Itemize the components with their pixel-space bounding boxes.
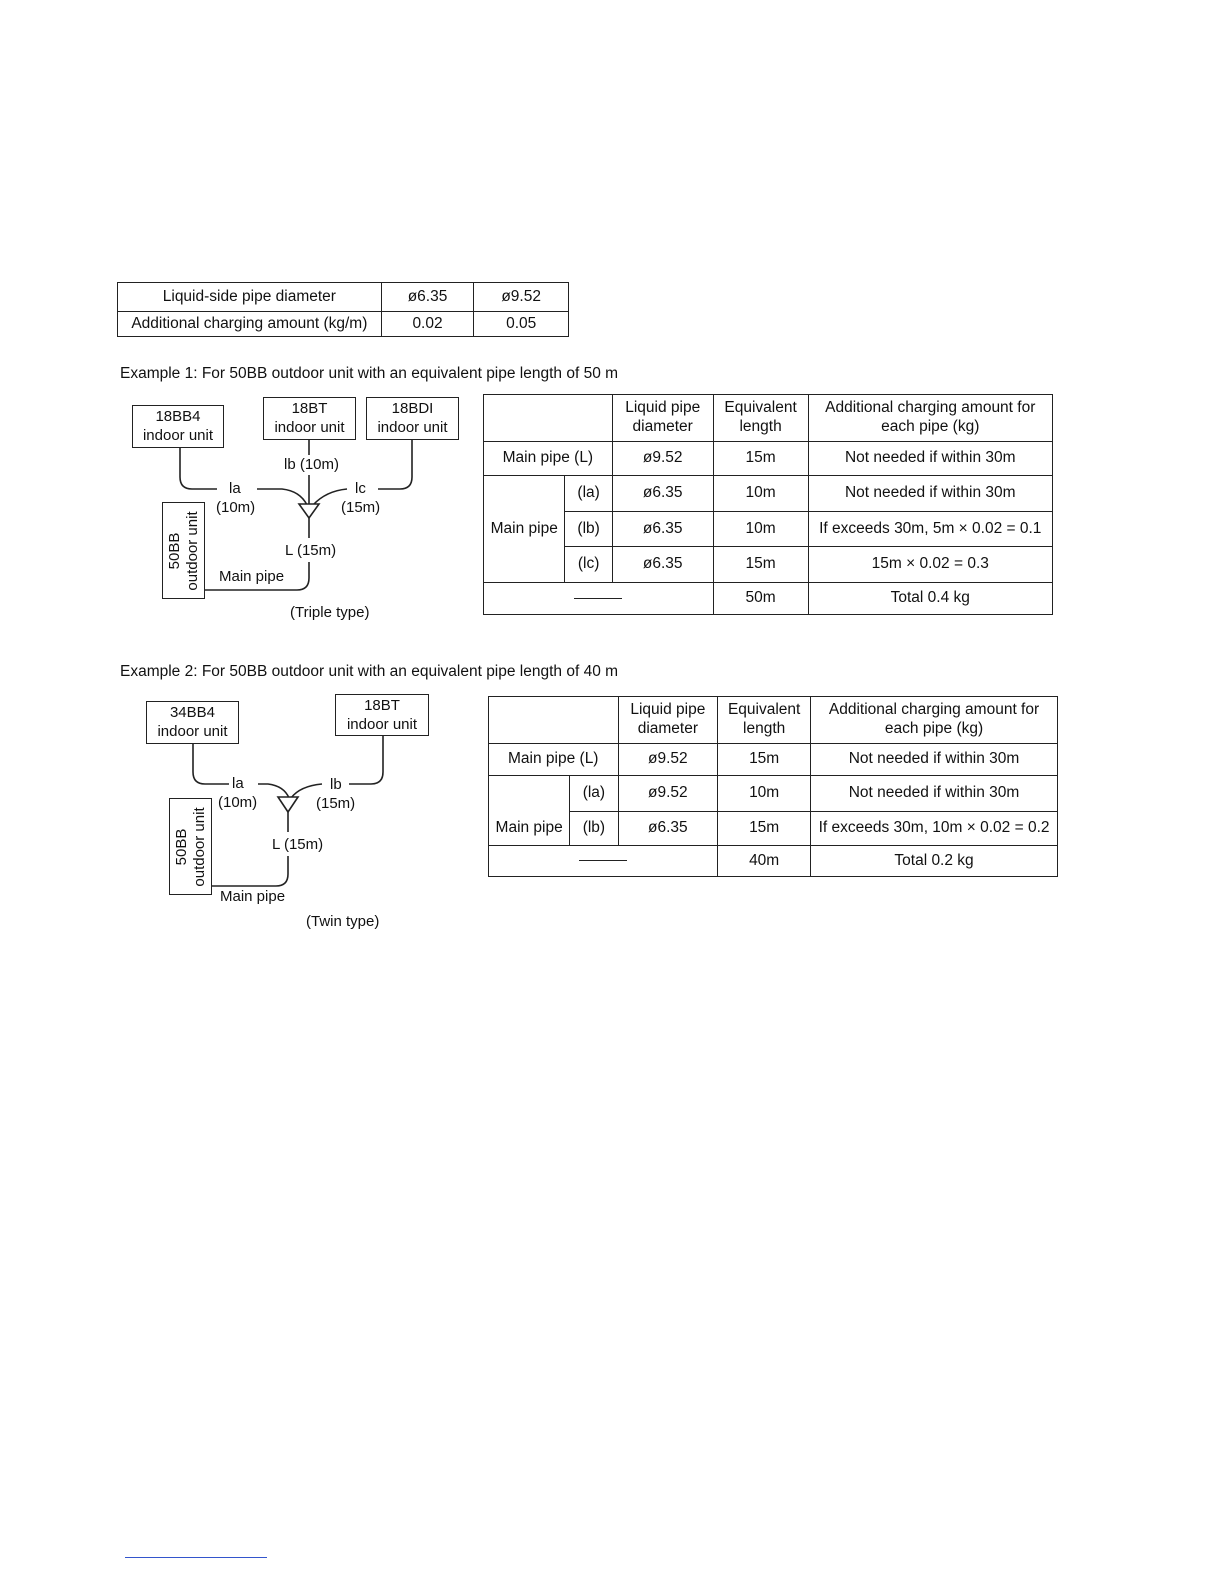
branch-label: (lb) xyxy=(570,812,618,846)
row-length: 15m xyxy=(718,744,811,776)
table-row xyxy=(489,776,1058,812)
total-amount: Total 0.4 kg xyxy=(808,583,1052,615)
row-diameter: ø6.35 xyxy=(612,547,713,583)
example2-table xyxy=(488,696,1058,877)
unit-model: 50BB xyxy=(172,828,190,865)
row-diameter: ø6.35 xyxy=(612,476,713,512)
total-length: 50m xyxy=(713,583,808,615)
example1-heading: Example 1: For 50BB outdoor unit with an equivalent pipe length of 50 m xyxy=(120,365,619,382)
row-amount: If exceeds 30m, 5m × 0.02 = 0.1 xyxy=(808,512,1052,547)
branch-label: (la) xyxy=(570,776,618,812)
pipe-la-label: la xyxy=(229,480,241,497)
row-length: 15m xyxy=(713,442,808,476)
row-diameter: ø9.52 xyxy=(618,744,718,776)
unit-type: indoor unit xyxy=(157,723,228,740)
unit-type: indoor unit xyxy=(346,716,418,733)
diagram-caption: (Twin type) xyxy=(306,913,380,930)
total-length: 40m xyxy=(718,846,811,877)
header-amount: Additional charging amount for each pipe (kg) xyxy=(811,697,1058,744)
header-length: Equivalent length xyxy=(718,697,811,744)
amount-value-b: 0.05 xyxy=(474,312,569,337)
example2-heading: Example 2: For 50BB outdoor unit with an equivalent pipe length of 40 m xyxy=(120,663,619,680)
diameter-value-b: ø9.52 xyxy=(474,283,569,312)
pipe-l-label: L (15m) xyxy=(285,542,337,559)
branch-label: (lc) xyxy=(565,547,612,583)
header-length: Equivalent length xyxy=(713,395,808,442)
group-label: Main pipe xyxy=(489,776,570,846)
pipe-la-length: (10m) xyxy=(216,499,256,516)
pipe-lb-label: lb xyxy=(330,776,342,793)
unit-model: 18BT xyxy=(291,400,328,417)
total-row xyxy=(489,846,1058,877)
row-diameter: ø9.52 xyxy=(618,776,718,812)
amount-row-label: Additional charging amount (kg/m) xyxy=(118,312,382,337)
pipe-la-length: (10m) xyxy=(218,794,258,811)
unit-model: 18BDI xyxy=(391,400,434,417)
unit-type: outdoor unit xyxy=(183,510,201,591)
diameter-row-label: Liquid-side pipe diameter xyxy=(118,283,382,312)
row-length: 15m xyxy=(713,547,808,583)
row-amount: Not needed if within 30m xyxy=(811,744,1058,776)
row-amount: Not needed if within 30m xyxy=(808,476,1052,512)
main-pipe-label: Main pipe xyxy=(219,568,285,585)
row-amount: 15m × 0.02 = 0.3 xyxy=(808,547,1052,583)
outdoor-unit-50bb xyxy=(169,798,212,895)
row-diameter: ø6.35 xyxy=(612,512,713,547)
indoor-unit-34bb4 xyxy=(146,701,239,744)
indoor-unit-18bt xyxy=(335,694,429,736)
pipe-lc-length: (15m) xyxy=(341,499,381,516)
row-amount: Not needed if within 30m xyxy=(811,776,1058,812)
row-label: Main pipe (L) xyxy=(489,744,619,776)
row-diameter: ø9.52 xyxy=(612,442,713,476)
pipe-lb-length: (15m) xyxy=(316,795,356,812)
table-row xyxy=(489,812,1058,846)
total-dash-cell xyxy=(489,846,718,877)
table-row xyxy=(489,744,1058,776)
row-amount: Not needed if within 30m xyxy=(808,442,1052,476)
group-label: Main pipe xyxy=(484,476,565,583)
unit-model: 50BB xyxy=(165,532,183,569)
row-amount: If exceeds 30m, 10m × 0.02 = 0.2 xyxy=(811,812,1058,846)
unit-type: indoor unit xyxy=(377,419,448,436)
row-length: 10m xyxy=(713,512,808,547)
branch-label: (la) xyxy=(565,476,612,512)
footnote-divider xyxy=(125,1557,267,1558)
row-diameter: ø6.35 xyxy=(618,812,718,846)
header-amount: Additional charging amount for each pipe (kg) xyxy=(808,395,1052,442)
dash-mark xyxy=(579,860,627,861)
unit-type: outdoor unit xyxy=(190,806,208,887)
pipe-l-label: L (15m) xyxy=(272,836,324,853)
diagram-caption: (Triple type) xyxy=(290,604,370,621)
row-label: Main pipe (L) xyxy=(484,442,613,476)
branch-joint-icon xyxy=(278,797,298,812)
main-pipe-label: Main pipe xyxy=(220,888,286,905)
unit-model: 18BB4 xyxy=(155,408,201,425)
pipe-lb-label: lb (10m) xyxy=(284,456,340,473)
outdoor-unit-label xyxy=(173,807,209,886)
row-length: 15m xyxy=(718,812,811,846)
diameter-value-a: ø6.35 xyxy=(381,283,474,312)
total-amount: Total 0.2 kg xyxy=(811,846,1058,877)
header-diameter: Liquid pipe diameter xyxy=(618,697,718,744)
header-diameter: Liquid pipe diameter xyxy=(612,395,713,442)
amount-value-a: 0.02 xyxy=(381,312,474,337)
row-length: 10m xyxy=(713,476,808,512)
pipe-la-label: la xyxy=(232,775,244,792)
branch-label: (lb) xyxy=(565,512,612,547)
unit-model: 34BB4 xyxy=(169,704,216,721)
unit-type: indoor unit xyxy=(274,419,345,436)
blank-header-cell xyxy=(489,697,619,744)
unit-type: indoor unit xyxy=(142,427,214,444)
row-length: 10m xyxy=(718,776,811,812)
unit-model: 18BT xyxy=(364,697,400,714)
pipe-lc-label: lc xyxy=(355,480,366,497)
